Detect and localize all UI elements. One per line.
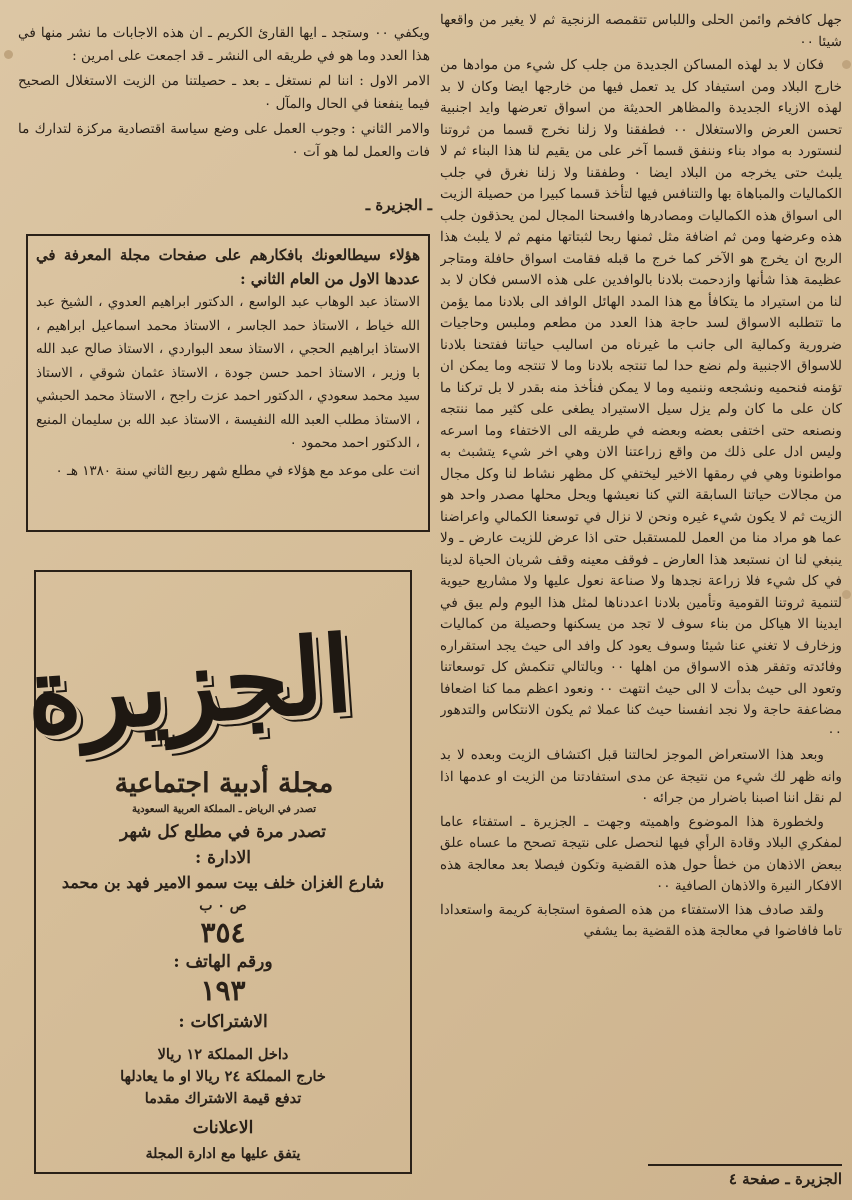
phone-label: ورقم الهاتف :: [173, 952, 273, 972]
punch-hole: [842, 60, 851, 69]
subscriptions-heading: الاشتراكات :: [178, 1012, 268, 1032]
magazine-advertisement-box: [22, 570, 412, 1174]
article-paragraph: جهل كافخم وائمن الحلى واللباس تتقمصه الزنجية ثم لا يغير من واقعها شيئا ٠٠: [440, 12, 842, 50]
article-paragraph: وبعد هذا الاستعراض الموجز لحالتنا قبل اكتشاف الزيت وبعده لا بد وانه ظهر لك شيء من نتيجة عن مدى استفادتنا من الزيت او عدمها اذا لم نقل اننا اصبنا باضرار من جرائه ٠: [440, 747, 842, 806]
conclusion-paragraph: ويكفي ٠٠ وستجد ـ ايها القارئ الكريم ـ ان هذه الاجابات ما نشر منها في هذا العدد وما هو في طريقه الى النشر ـ قد اجمعت على امرين :: [18, 25, 430, 64]
publication-location: تصدر في الرياض ـ المملكة العربية السعودية: [132, 804, 316, 815]
page-footer: الجزيرة ـ صفحة ٤: [728, 1170, 842, 1188]
logo-text: الجزيرة: [22, 612, 356, 758]
announcement-closing: انت على موعد مع هؤلاء في مطلع شهر ربيع الثاني سنة ١٣٨٠ هـ ٠: [55, 463, 420, 479]
contributors-list: الاستاذ عبد الوهاب عبد الواسع ، الدكتور ابراهيم العدوي ، الشيخ عبد الله خياط ، الاستاذ حمد الجاسر ، الاستاذ محمد اسماعيل ابراهيم ، الاستاذ ابراهيم الحجي ، الاستاذ سعد البواردي ، الاستاذ صالح عبد الله با وزير ، الاستاذ احمد حسن جودة ، الاستاذ عثمان شوقي ، الاستاذ سيد محمد سعودي ، الدكتور احمد عزت راجح ، الاستاذ محمد الحبشي ، الاستاذ مطلب العبد الله النفيسة ، الاستاذ عبد الله بن سليمان المنيع ، الدكتور احمد محمود ٠: [36, 295, 420, 451]
magazine-logo: [22, 598, 356, 780]
article-paragraph: ولخطورة هذا الموضوع واهميته وجهت ـ الجزيرة ـ استفتاء عاما لمفكري البلاد وقادة الرأي فيها لنحصل على نتيجة تصحح ما عساه علق ببعض الاذهان من خطأ حول هذه القضية وتكون فيصلا بعد معالجة هذه الافكار النيرة والاذهان الصافية ٠٠: [440, 813, 842, 894]
ads-note: يتفق عليها مع ادارة المجلة: [145, 1146, 301, 1162]
article-signature: ـ الجزيرة ـ: [365, 196, 432, 214]
article-paragraph: فكان لا بد لهذه المساكن الجديدة من جلب كل شيء من موادها من خارج البلاد ومن استيفاد كل يد تعمل فيها من خارجها ايضا وكان لا بد لهذه الازياء الجديدة والمظاهر الحديثة من اسواق تعرضها وايد اجنبية تحسن العرض والاستغلال ٠٠ فطفقنا ولا زلنا نخرج قسما من ثروتنا لنستورد به مواد بناء وننفق قسما آخر على من يقيم لنا هذا البناء ثم لا يلبث حتى يخرجه من البلاد ايضا ٠ وطفقنا ولا زلنا نغرق في جلب الكماليات والمباهاة بها والتنافس فيها لتأخذ قسما كبيرا من حصيلة الزيت الى اسواق هذه الكماليات ومصادرها وافسحنا المجال لمن يحذقون جلب هذه وعرضها ومن ثم اضافة مثل ثمنها ربحا لثبتاتها منهم ثم لا يلبث هذا الربح ان يخرج هو الآخر كما خرج ما قبله فقامت اسواق حافلة ومتاجر عظيمة هذا شأنها وازدحمت بلادنا بالوافدين على هذه الاسس فكان لا بد لنا من استيراد ما يتكافأ مع هذا المدد الهائل الوافد الى بلادنا مما يؤمن ما تتطلبه الاسواق لسد حاجة هذا العدد من مطعم وملبس وحاجيات ضرورية وكمالية الى جانب ما غيرناه من اساليب حياتنا ففتحنا بلادنا للاسواق الاجنبية ولم نضع حدا لما تنتجه بلادنا وما لا تنتجه وما يمكن ان تؤمنه فنحميه ونشجعه وننميه وما لا يمكن فنأخذ منه بقدر لا بل تركنا ما كان على ما كان ولم يزل سيل الاستيراد يطغى على كثير مما ننتجه ونصنعه حتى اختفى بعضه وبعضه في طريقه الى الاختفاء وما اسرعه وليس ادل على ذلك من واقع زراعتنا الان وهي اخر شيء يتشبث به مواطنونا وهي في رمقها الاخير ليختفي كل مظهر نشاط لنا وكل مجال من مجالات حياتنا السابقة التي كنا نعيشها ويحل محلها مصدر واحد هو الزيت ثم لا يكون شيء غيره ونحن لا نزال في توسعنا الكمالي واعراضنا عما هو مراد منا من العمل للمستقبل حتى اذا عرض للزيت عارض ـ ولا ينبغي لنا ان نستبعد هذا العارض ـ فوقف معينه وقف شريان الحياة لدينا في كل شيء فلا زراعة نجدها ولا صناعة نعول عليها ولا مشاريع حيوية لتنمية ثروتنا القومية وتأمين بلادنا اعددناها لمثل هذا اليوم ولم يبق في ايدينا الا هياكل من بناء سوف لا تجد من يسكنها وحصيلة من كماليات وزخارف لا تغني عنا شيئا وسوف يعود كل وافد الى حيث يجد استقراره وفائدته وتفقر هذه الاسواق من اهلها ٠٠ وبالتالي تنكمش كل توسعاتنا وتعود الى حيث بدأت لا الى حيث انتهت ٠٠ ونعود اعظم مما كنا اضعافا مضاعفة حاجة ولا نجد انفسنا حيث كنا عملا ثم يكون الانتكاس والتدهور ٠٠: [440, 57, 842, 740]
subscription-note: تدفع قيمة الاشتراك مقدما: [144, 1090, 302, 1107]
subscription-abroad: خارج المملكة ٢٤ ريالا او ما يعادلها: [120, 1068, 326, 1085]
article-conclusion: [18, 22, 430, 166]
administration-address: شارع الغزان خلف بيت سمو الامير فهد بن محمد: [61, 873, 385, 892]
article-paragraph: ولقد صادف هذا الاستفتاء من هذه الصفوة استجابة كريمة واستعدادا تاما فافاضوا في معالجة هذه القضية بما يشفي: [440, 901, 842, 939]
announcement-heading: هؤلاء سيطالعونك بافكارهم على صفحات مجلة المعرفة في عددها الاول من العام الثاني :: [36, 247, 420, 288]
administration-heading: الادارة :: [194, 848, 252, 868]
conclusion-paragraph: الامر الاول : اننا لم نستغل ـ بعد ـ حصيلتنا من الزيت الاستغلال الصحيح فيما ينفعنا في الحال والمآل ٠: [18, 73, 430, 112]
phone-number: ١٩٣: [200, 974, 246, 1007]
po-box-number: ٣٥٤: [200, 916, 246, 949]
po-box-label: ص ٠ ب: [199, 898, 247, 914]
subscription-domestic: داخل المملكة ١٢ ريالا: [157, 1046, 289, 1063]
main-article-column: [440, 10, 842, 1145]
footer-rule: [648, 1164, 842, 1166]
punch-hole: [842, 590, 851, 599]
punch-hole: [4, 50, 13, 59]
magazine-subtitle: مجلة أدبية اجتماعية: [114, 768, 334, 799]
contributors-announcement-box: [26, 234, 430, 532]
publication-frequency: تصدر مرة في مطلع كل شهر: [119, 822, 327, 842]
conclusion-paragraph: والامر الثاني : وجوب العمل على وضع سياسة اقتصادية مركزة لتدارك ما فات والعمل لما هو آت ٠: [18, 121, 430, 160]
ads-heading: الاعلانات: [192, 1118, 254, 1138]
